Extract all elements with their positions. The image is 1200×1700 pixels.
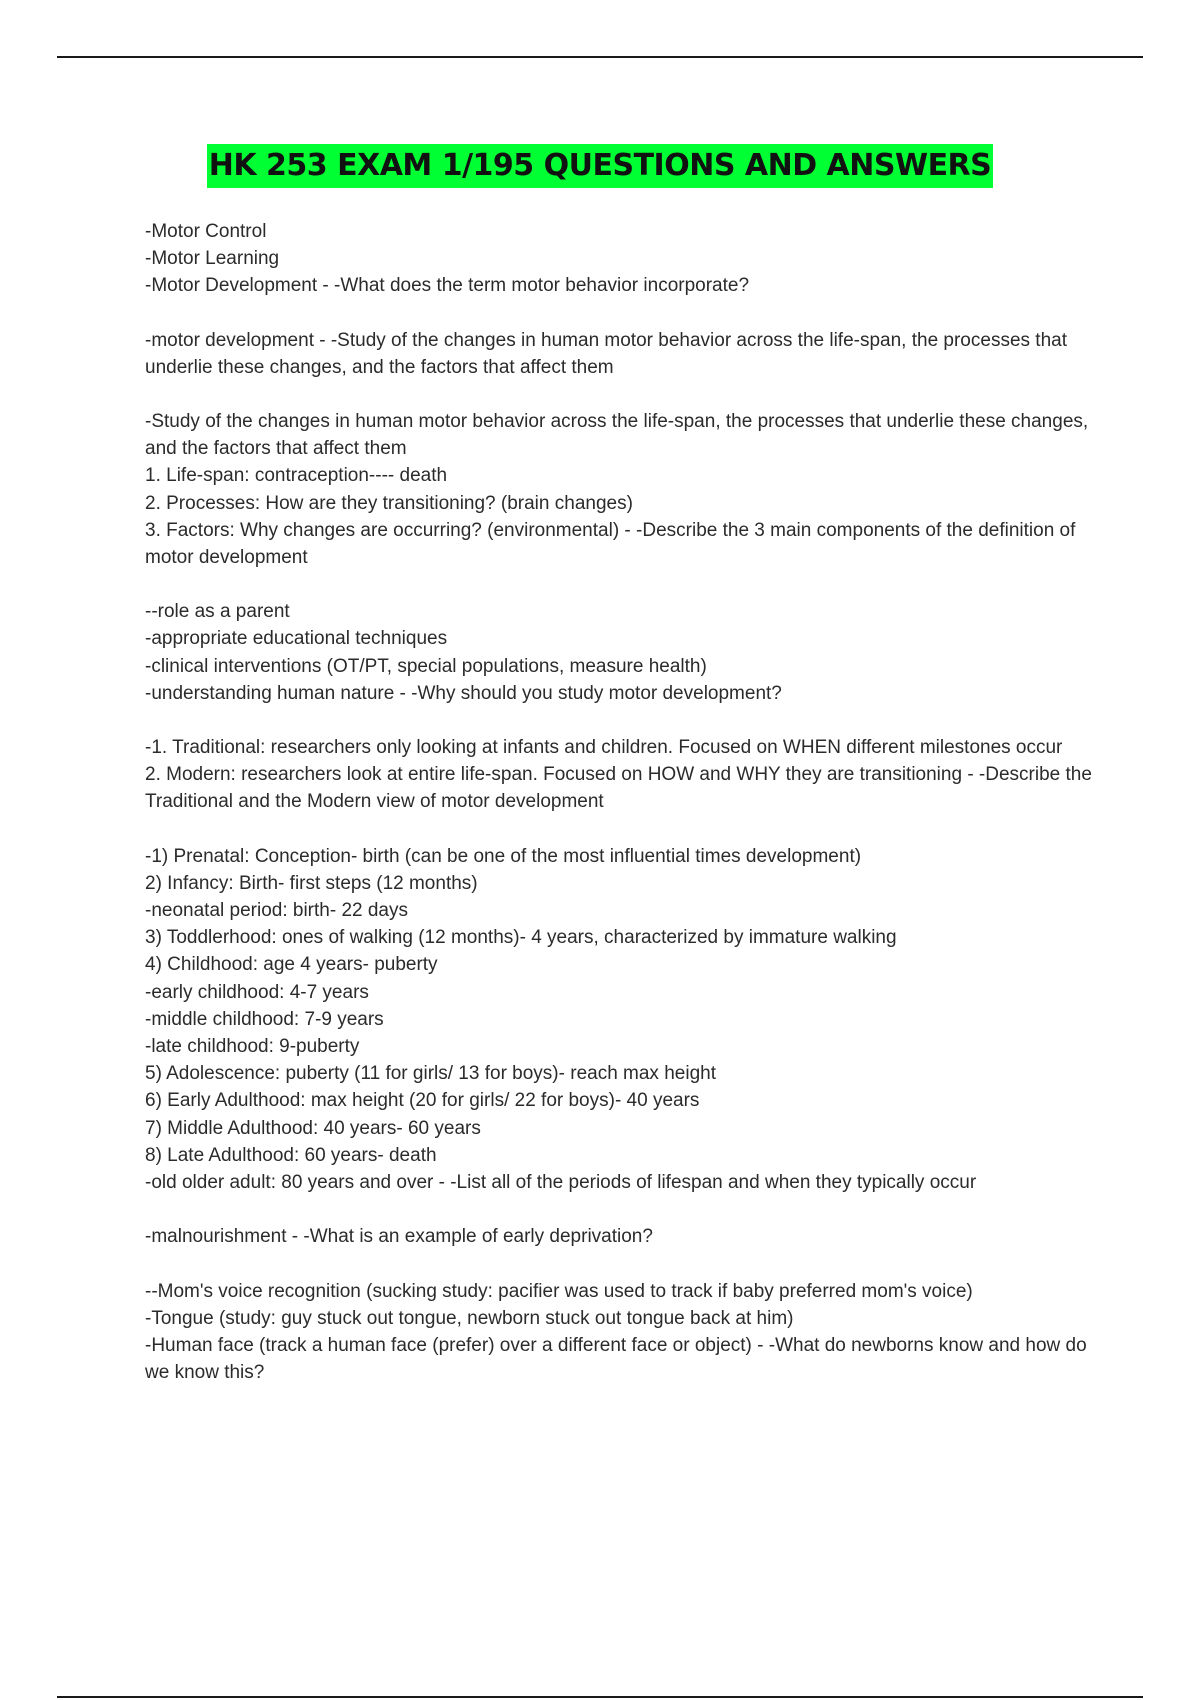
document-title: HK 253 EXAM 1/195 QUESTIONS AND ANSWERS xyxy=(207,144,994,188)
qa-line: -old older adult: 80 years and over - -List all of the periods of lifespan and when they typically occur xyxy=(145,1172,977,1194)
qa-line: 5) Adolescence: puberty (11 for girls/ 13 for boys)- reach max height xyxy=(145,1063,716,1085)
qa-line: -middle childhood: 7-9 years xyxy=(145,1008,384,1030)
qa-line: 6) Early Adulthood: max height (20 for girls/ 22 for boys)- 40 years xyxy=(145,1090,700,1112)
qa-line: -malnourishment - -What is an example of early deprivation? xyxy=(145,1226,653,1248)
qa-block xyxy=(145,218,1095,300)
qa-line: -1) Prenatal: Conception- birth (can be one of the most influential times development) xyxy=(145,845,862,867)
qa-block xyxy=(145,1223,1095,1250)
document-body xyxy=(145,218,1095,1413)
qa-line: -neonatal period: birth- 22 days xyxy=(145,900,408,922)
qa-line: 4) Childhood: age 4 years- puberty xyxy=(145,954,438,976)
qa-line: -early childhood: 4-7 years xyxy=(145,981,369,1003)
qa-block xyxy=(145,1278,1095,1387)
qa-line: 3. Factors: Why changes are occurring? (environmental) - -Describe the 3 main components of the definition of motor development xyxy=(145,519,1076,569)
header-rule xyxy=(57,56,1143,58)
qa-line: -late childhood: 9-puberty xyxy=(145,1036,360,1058)
qa-line: -Human face (track a human face (prefer) over a different face or object) - -What do newborns know and how do we know this? xyxy=(145,1334,1087,1384)
qa-line: 2) Infancy: Birth- first steps (12 months) xyxy=(145,872,478,894)
footer-rule xyxy=(57,1696,1143,1698)
qa-block xyxy=(145,408,1095,571)
qa-line: -appropriate educational techniques xyxy=(145,628,448,650)
qa-line: 8) Late Adulthood: 60 years- death xyxy=(145,1144,437,1166)
qa-block xyxy=(145,327,1095,381)
qa-line: 2. Processes: How are they transitioning? (brain changes) xyxy=(145,492,633,514)
qa-line: 7) Middle Adulthood: 40 years- 60 years xyxy=(145,1117,481,1139)
qa-line: --role as a parent xyxy=(145,601,290,623)
qa-line: -Motor Development - -What does the term motor behavior incorporate? xyxy=(145,275,750,297)
qa-line: -motor development - -Study of the changes in human motor behavior across the life-span, the processes that underlie these changes, and the factors that affect them xyxy=(145,329,1067,378)
qa-line: -Motor Control xyxy=(145,221,267,242)
qa-line: -1. Traditional: researchers only looking at infants and children. Focused on WHEN different milestones occur xyxy=(145,737,1063,759)
qa-block xyxy=(145,734,1095,816)
qa-line: 1. Life-span: contraception---- death xyxy=(145,465,448,487)
qa-block xyxy=(145,598,1095,707)
qa-line: -Tongue (study: guy stuck out tongue, newborn stuck out tongue back at him) xyxy=(145,1307,794,1329)
qa-block xyxy=(145,843,1095,1197)
qa-line: --Mom's voice recognition (sucking study: pacifier was used to track if baby preferred mom's voice) xyxy=(145,1280,973,1302)
title-container xyxy=(0,144,1200,188)
qa-line: -Study of the changes in human motor behavior across the life-span, the processes that underlie these changes, and the factors that affect them xyxy=(145,411,1089,460)
qa-line: -clinical interventions (OT/PT, special populations, measure health) xyxy=(145,655,707,677)
qa-line: -Motor Learning xyxy=(145,248,280,270)
qa-line: 2. Modern: researchers look at entire life-span. Focused on HOW and WHY they are transitioning - -Describe the Traditional and the Modern view of motor development xyxy=(145,764,1092,813)
qa-line: -understanding human nature - -Why should you study motor development? xyxy=(145,682,782,704)
qa-line: 3) Toddlerhood: ones of walking (12 months)- 4 years, characterized by immature walking xyxy=(145,927,897,949)
